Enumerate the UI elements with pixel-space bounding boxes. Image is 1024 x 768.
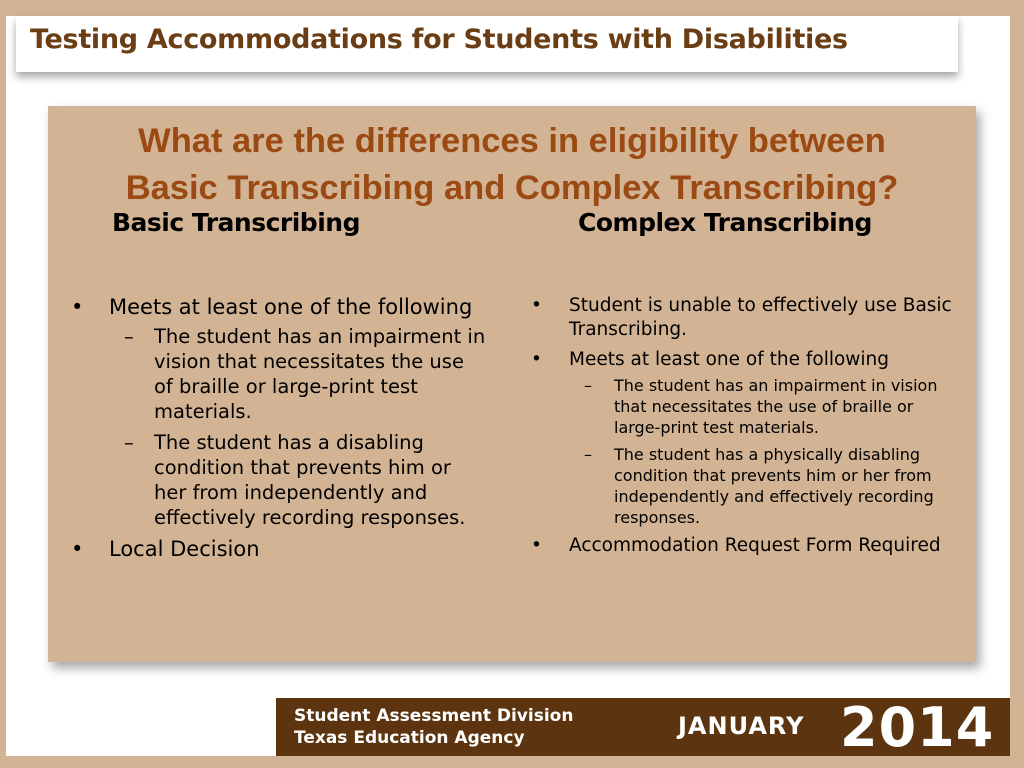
bullet-icon: • [71, 295, 84, 319]
list-item-text: Student is unable to effectively use Basic Transcribing. [569, 295, 952, 340]
list-item-text: Meets at least one of the following [109, 295, 473, 319]
sub-list-item-text: The student has an impairment in vision that necessitates the use of braille or large-print test materials. [154, 325, 486, 423]
bullet-icon: • [531, 349, 542, 370]
bullet-icon: • [71, 537, 84, 561]
sub-list-item [109, 430, 486, 530]
footer-month: JANUARY [678, 712, 805, 740]
footer-year: 2014 [840, 696, 995, 759]
list-item-text: Local Decision [109, 537, 260, 561]
list-item [526, 348, 962, 528]
list-item-text: Meets at least one of the following [569, 349, 890, 370]
dash-icon: – [584, 376, 592, 395]
list-item-text: Accommodation Request Form Required [569, 535, 941, 556]
dash-icon: – [124, 431, 134, 454]
list-item [66, 294, 486, 530]
dash-icon: – [124, 325, 134, 348]
bullet-icon: • [531, 535, 542, 556]
title-banner [16, 16, 958, 72]
list-item [66, 536, 486, 563]
basic-transcribing-heading: Basic Transcribing [112, 208, 360, 237]
content-panel [48, 106, 976, 662]
sub-list-item-text: The student has an impairment in vision that necessitates the use of braille or large-print test materials. [614, 376, 938, 437]
dash-icon: – [584, 445, 592, 464]
sub-list-item-text: The student has a disabling condition that prevents him or her from independently and effectively recording responses. [154, 431, 466, 529]
question-heading [48, 118, 976, 212]
basic-transcribing-list [66, 294, 486, 569]
complex-transcribing-heading: Complex Transcribing [578, 208, 872, 237]
bullet-icon: • [531, 295, 542, 316]
list-item [526, 294, 962, 342]
question-line-1: What are the differences in eligibility between [138, 122, 886, 160]
footer-bar [276, 696, 1010, 759]
list-item [526, 534, 962, 558]
sub-list-item [569, 444, 962, 528]
slide-title: Testing Accommodations for Students with Disabilities [30, 24, 848, 55]
question-line-2: Basic Transcribing and Complex Transcribing? [125, 169, 899, 207]
footer-agency: Texas Education Agency [294, 728, 525, 748]
sub-list-item-text: The student has a physically disabling condition that prevents him or her from independently and effectively recording responses. [614, 445, 934, 527]
sub-list-item [109, 324, 486, 424]
sub-list-item [569, 375, 962, 438]
footer-division: Student Assessment Division [294, 706, 574, 726]
complex-transcribing-list [526, 294, 962, 564]
